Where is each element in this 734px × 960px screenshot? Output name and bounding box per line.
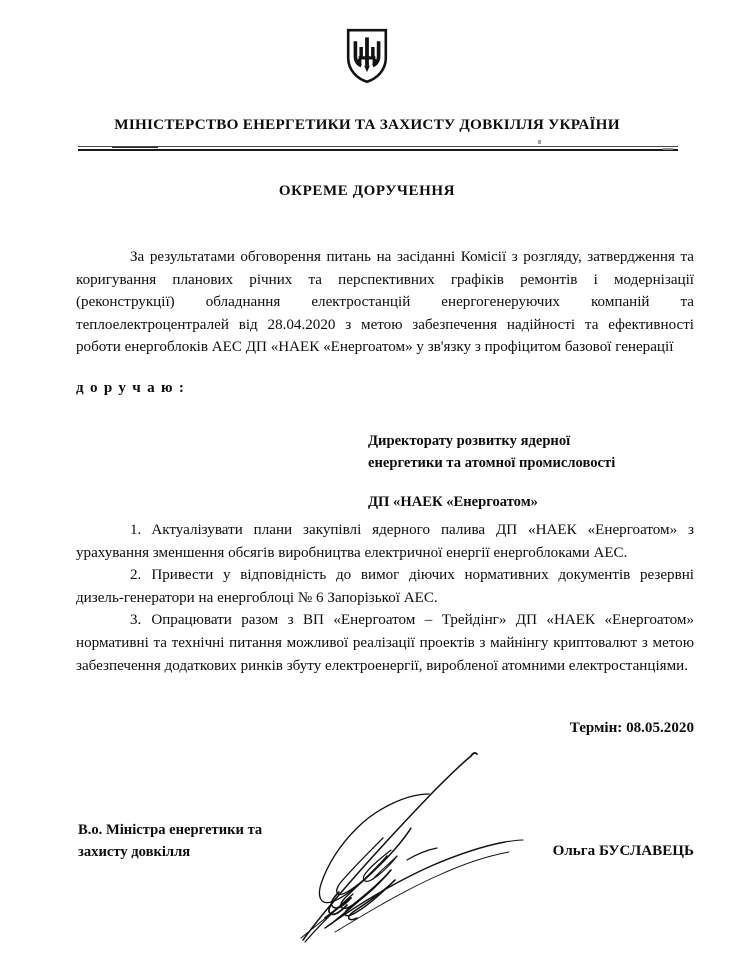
instruction-list <box>76 519 694 677</box>
scan-artifact <box>112 147 158 148</box>
addressee-line-2: енергетики та атомної промисловості <box>368 455 616 472</box>
list-item <box>76 609 694 677</box>
signatory-name: Ольга БУСЛАВЕЦЬ <box>552 843 694 859</box>
emblem-container <box>0 28 734 84</box>
list-item <box>76 564 694 609</box>
addressee-line-1: Директорату розвитку ядерної <box>368 433 571 449</box>
deadline-text: Термін: 08.05.2020 <box>569 720 694 736</box>
item-text: Опрацювати разом з ВП «Енергоатом – Трейдінг» ДП «НАЕК «Енергоатом» нормативні та технічні питання можливої реалізації проектів з майнінгу криптовалют з метою забезпечення додаткових ринків збуту електроенергії, виробленої атомними електростанціями. <box>76 612 694 674</box>
header-divider <box>78 146 678 150</box>
scan-artifact <box>663 148 673 150</box>
addressee-block <box>368 430 698 513</box>
scan-artifact <box>538 140 541 144</box>
addressee-organization: ДП «НАЕК «Енергоатом» <box>368 493 538 510</box>
item-text: Актуалізувати плани закупівлі ядерного палива ДП «НАЕК «Енергоатом» з урахування зменшення обсягів виробництва електричної енергії енергоблоками АЕС. <box>76 522 694 561</box>
item-number: 1. <box>130 522 142 538</box>
divider-line-bottom <box>78 149 678 151</box>
signatory-title-line-2: захисту довкілля <box>78 843 191 860</box>
item-number: 3. <box>130 612 142 629</box>
item-number: 2. <box>130 567 142 584</box>
intro-paragraph: За результатами обговорення питань на засіданні Комісії з розгляду, затвердження та коригування планових річних та перспективних графіків ремонтів і модернізації (реконструкції) обладнання електростанцій енергогенеруючих компаній та теплоелектроцентралей від 28.04.2020 з метою забезпечення надійності та ефективності роботи енергоблоків АЕС ДП «НАЕК «Енергоатом» у зв'язку з профіцитом базової генерації <box>76 249 694 356</box>
signatory-title-line-1: В.о. Міністра енергетики та <box>78 822 263 838</box>
list-item <box>76 519 694 564</box>
page-title: ОКРЕМЕ ДОРУЧЕННЯ <box>278 183 456 199</box>
signatory-title <box>78 820 328 863</box>
divider-line-top <box>78 146 678 147</box>
ukraine-coat-of-arms-trident-shield-icon <box>346 28 388 84</box>
entrust-keyword: доручаю: <box>76 380 191 396</box>
ministry-header: МІНІСТЕРСТВО ЕНЕРГЕТИКИ ТА ЗАХИСТУ ДОВКІЛЛЯ УКРАЇНИ <box>114 116 620 133</box>
item-text: Привести у відповідність до вимог діючих нормативних документів резервні дизель-генератори на енергоблоці № 6 Запорізької АЕС. <box>76 567 694 606</box>
handwritten-signature-icon <box>295 742 525 947</box>
